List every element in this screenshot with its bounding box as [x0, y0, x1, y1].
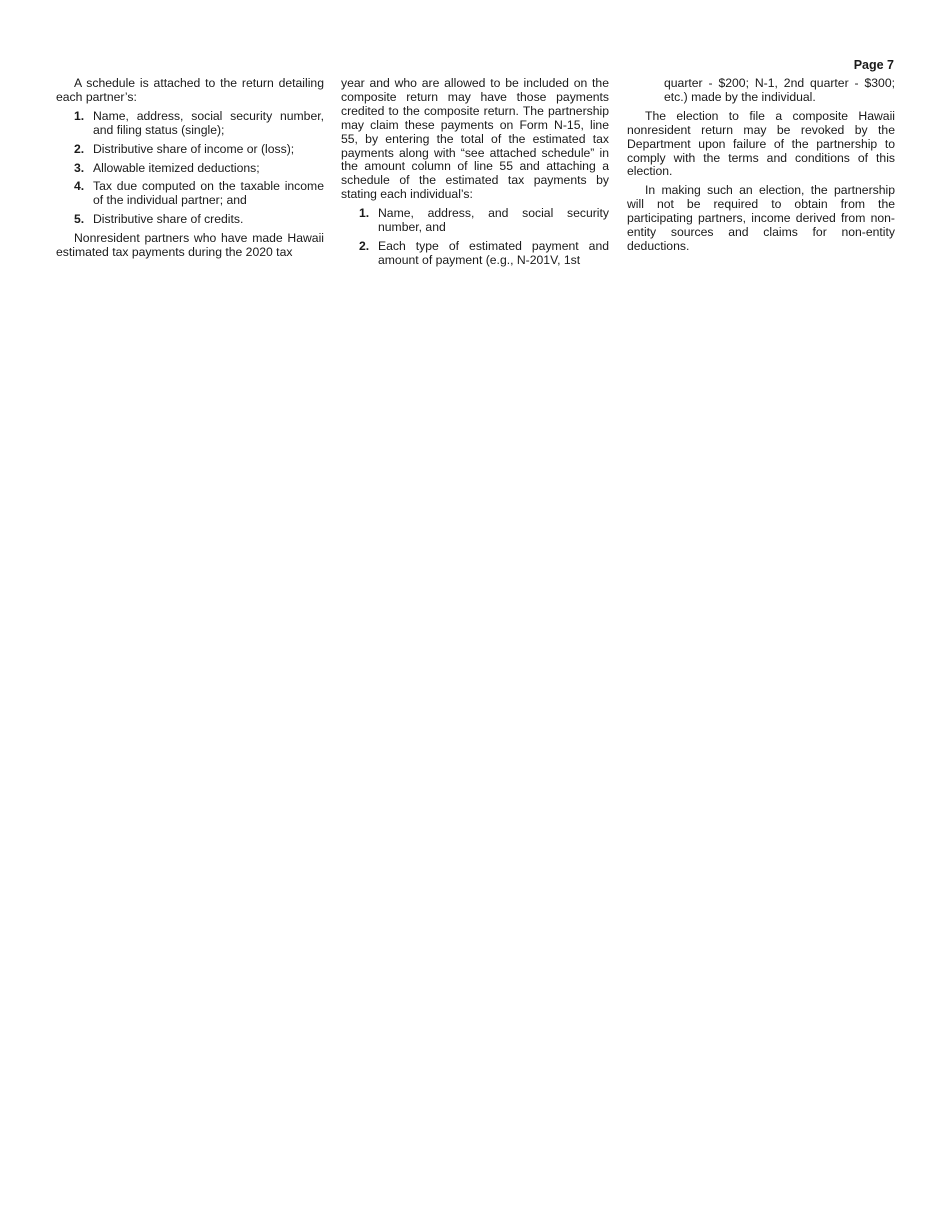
schedule-intro-paragraph: A schedule is attached to the return detailing each partner’s: — [56, 76, 324, 104]
list-item-number: 4. — [74, 179, 85, 194]
list-item-text: Tax due computed on the taxable income of the individual partner; and — [93, 179, 324, 208]
list-item-text: Name, address, social security number, and filing status (single); — [93, 108, 324, 137]
list-item — [341, 240, 609, 268]
list-item-text: Distributive share of income or (loss); — [93, 141, 295, 156]
list-item — [341, 207, 609, 235]
list-item — [56, 143, 324, 157]
list-item-text: Distributive share of credits. — [93, 212, 244, 227]
list-item — [56, 180, 324, 208]
list-item-number: 3. — [74, 160, 85, 175]
individual-schedule-list — [341, 207, 609, 268]
list-item — [56, 213, 324, 227]
list-item-text: Allowable itemized deductions; — [93, 160, 260, 175]
revocation-paragraph: The election to file a composite Hawaii nonresident return may be revoked by the Department upon failure of the partnership to comply with the terms and conditions of this election. — [627, 108, 895, 179]
list-item-text: Name, address, and social security number, and — [378, 206, 609, 235]
list-item-number: 5. — [74, 212, 85, 227]
partner-schedule-list — [56, 110, 324, 227]
estimated-payments-paragraph-continued: year and who are allowed to be included on the composite return may have those payments credited to the composite return. The partnership may claim these payments on Form N-15, line 55, by entering the total of the estimated tax payments along with “see attached schedule” in the amount column of line 55 and attaching a schedule of the estimated tax payments by stating each individual’s: — [341, 76, 609, 202]
list-item-continued: quarter - $200; N-1, 2nd quarter - $300; etc.) made by the individual. — [664, 76, 895, 104]
estimated-payments-paragraph: Nonresident partners who have made Hawaii estimated tax payments during the 2020 tax — [56, 231, 324, 260]
list-item-number: 2. — [74, 141, 85, 156]
list-item-number: 1. — [359, 206, 370, 221]
list-item-number: 2. — [359, 238, 370, 253]
column-middle — [341, 77, 609, 273]
list-item-text: Each type of estimated payment and amount of payment (e.g., N-201V, 1st — [378, 238, 609, 267]
list-item — [56, 110, 324, 138]
column-left — [56, 77, 324, 265]
list-item — [56, 162, 324, 176]
column-right — [627, 77, 895, 259]
non-entity-paragraph: In making such an election, the partnership will not be required to obtain from the participating partners, income derived from non-entity sources and claims for non-entity deductions. — [627, 183, 895, 253]
list-item-number: 1. — [74, 108, 85, 123]
page-number: Page 7 — [853, 58, 894, 72]
